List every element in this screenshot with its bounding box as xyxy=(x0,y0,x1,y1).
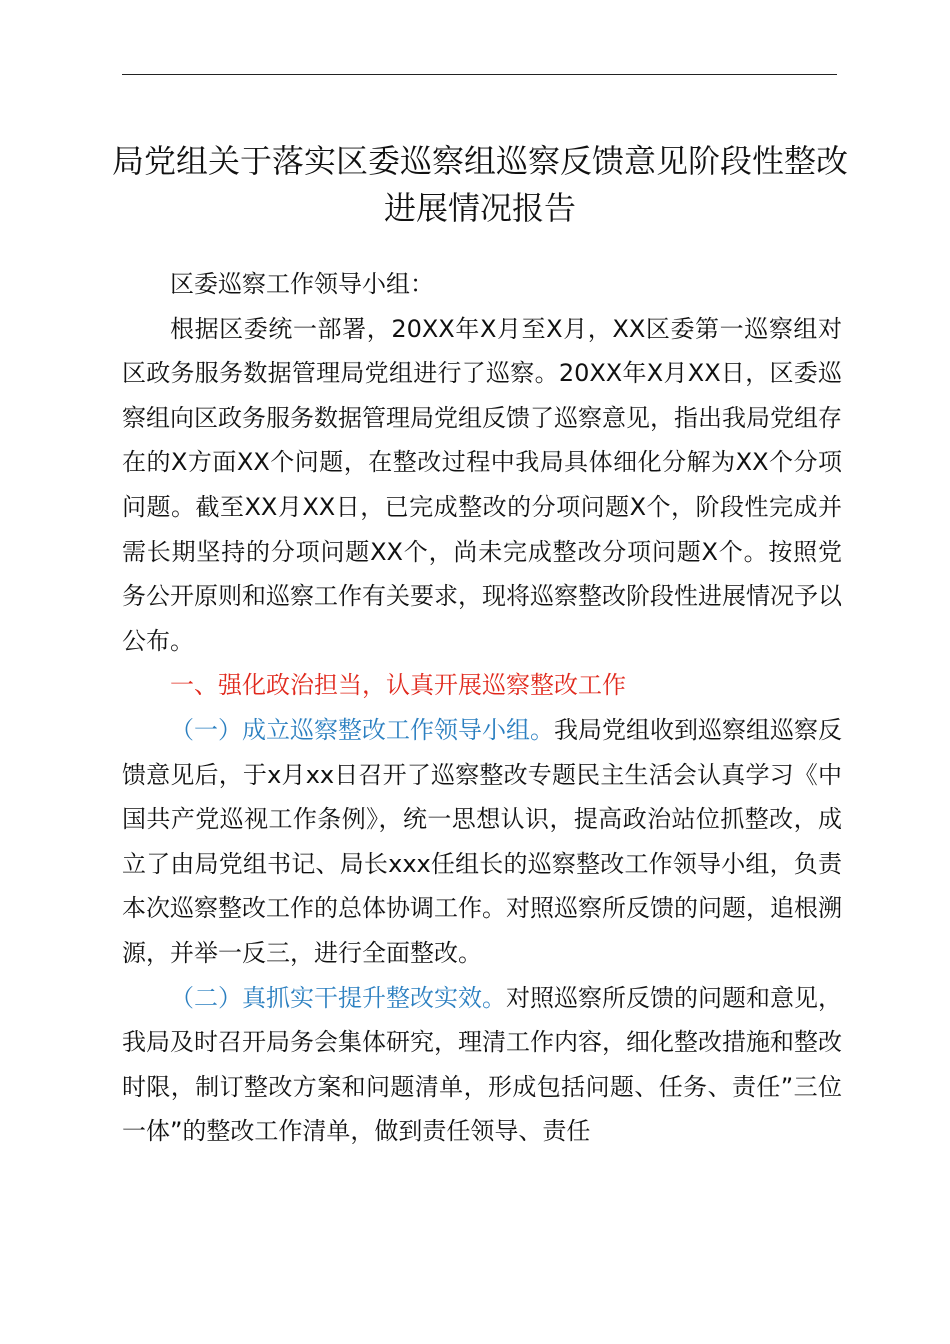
document-body xyxy=(122,262,842,1154)
section-1-2-paragraph xyxy=(122,976,842,1154)
salutation: 区委巡察工作领导小组： xyxy=(170,270,434,298)
section-1-1-text: 我局党组收到巡察组巡察反馈意见后，于x月xx日召开了巡察整改专题民主生活会认真学习《中国共产党巡视工作条例》，统一思想认识，提高政治站位抓整改，成立了由局党组书记、局长xxx任组长的巡察整改工作领导小组，负责本次巡察整改工作的总体协调工作。对照巡察所反馈的问题，追根溯源，并举一反三，进行全面整改。 xyxy=(122,715,842,967)
section-1-2-text: 对照巡察所反馈的问题和意见，我局及时召开局务会集体研究，理清工作内容，细化整改措施和整改时限，制订整改方案和问题清单，形成包括问题、任务、责任”三位一体”的整改工作清单，做到责任领导、责任 xyxy=(122,983,842,1146)
header-rule xyxy=(122,74,837,75)
section-1-2-heading: （二）真抓实干提升整改实效。 xyxy=(170,983,506,1012)
section-1-heading: 一、强化政治担当，认真开展巡察整改工作 xyxy=(170,671,626,700)
section-1-1-heading: （一）成立巡察整改工作领导小组。 xyxy=(170,715,554,744)
intro-paragraph: 根据区委统一部署，20XX年X月至X月，XX区委第一巡察组对区政务服务数据管理局党组进行了巡察。20XX年X月XX日，区委巡察组向区政务服务数据管理局党组反馈了巡察意见，指出我局党组存在的X方面XX个问题，在整改过程中我局具体细化分解为XX个分项问题。截至XX月XX日，已完成整改的分项问题X个，阶段性完成并需长期坚持的分项问题XX个，尚未完成整改分项问题X个。按照党务公开原则和巡察工作有关要求，现将巡察整改阶段性进展情况予以公布。 xyxy=(122,314,842,655)
document-title: 局党组关于落实区委巡察组巡察反馈意见阶段性整改进展情况报告 xyxy=(111,142,848,227)
section-1-1-paragraph xyxy=(122,708,842,976)
